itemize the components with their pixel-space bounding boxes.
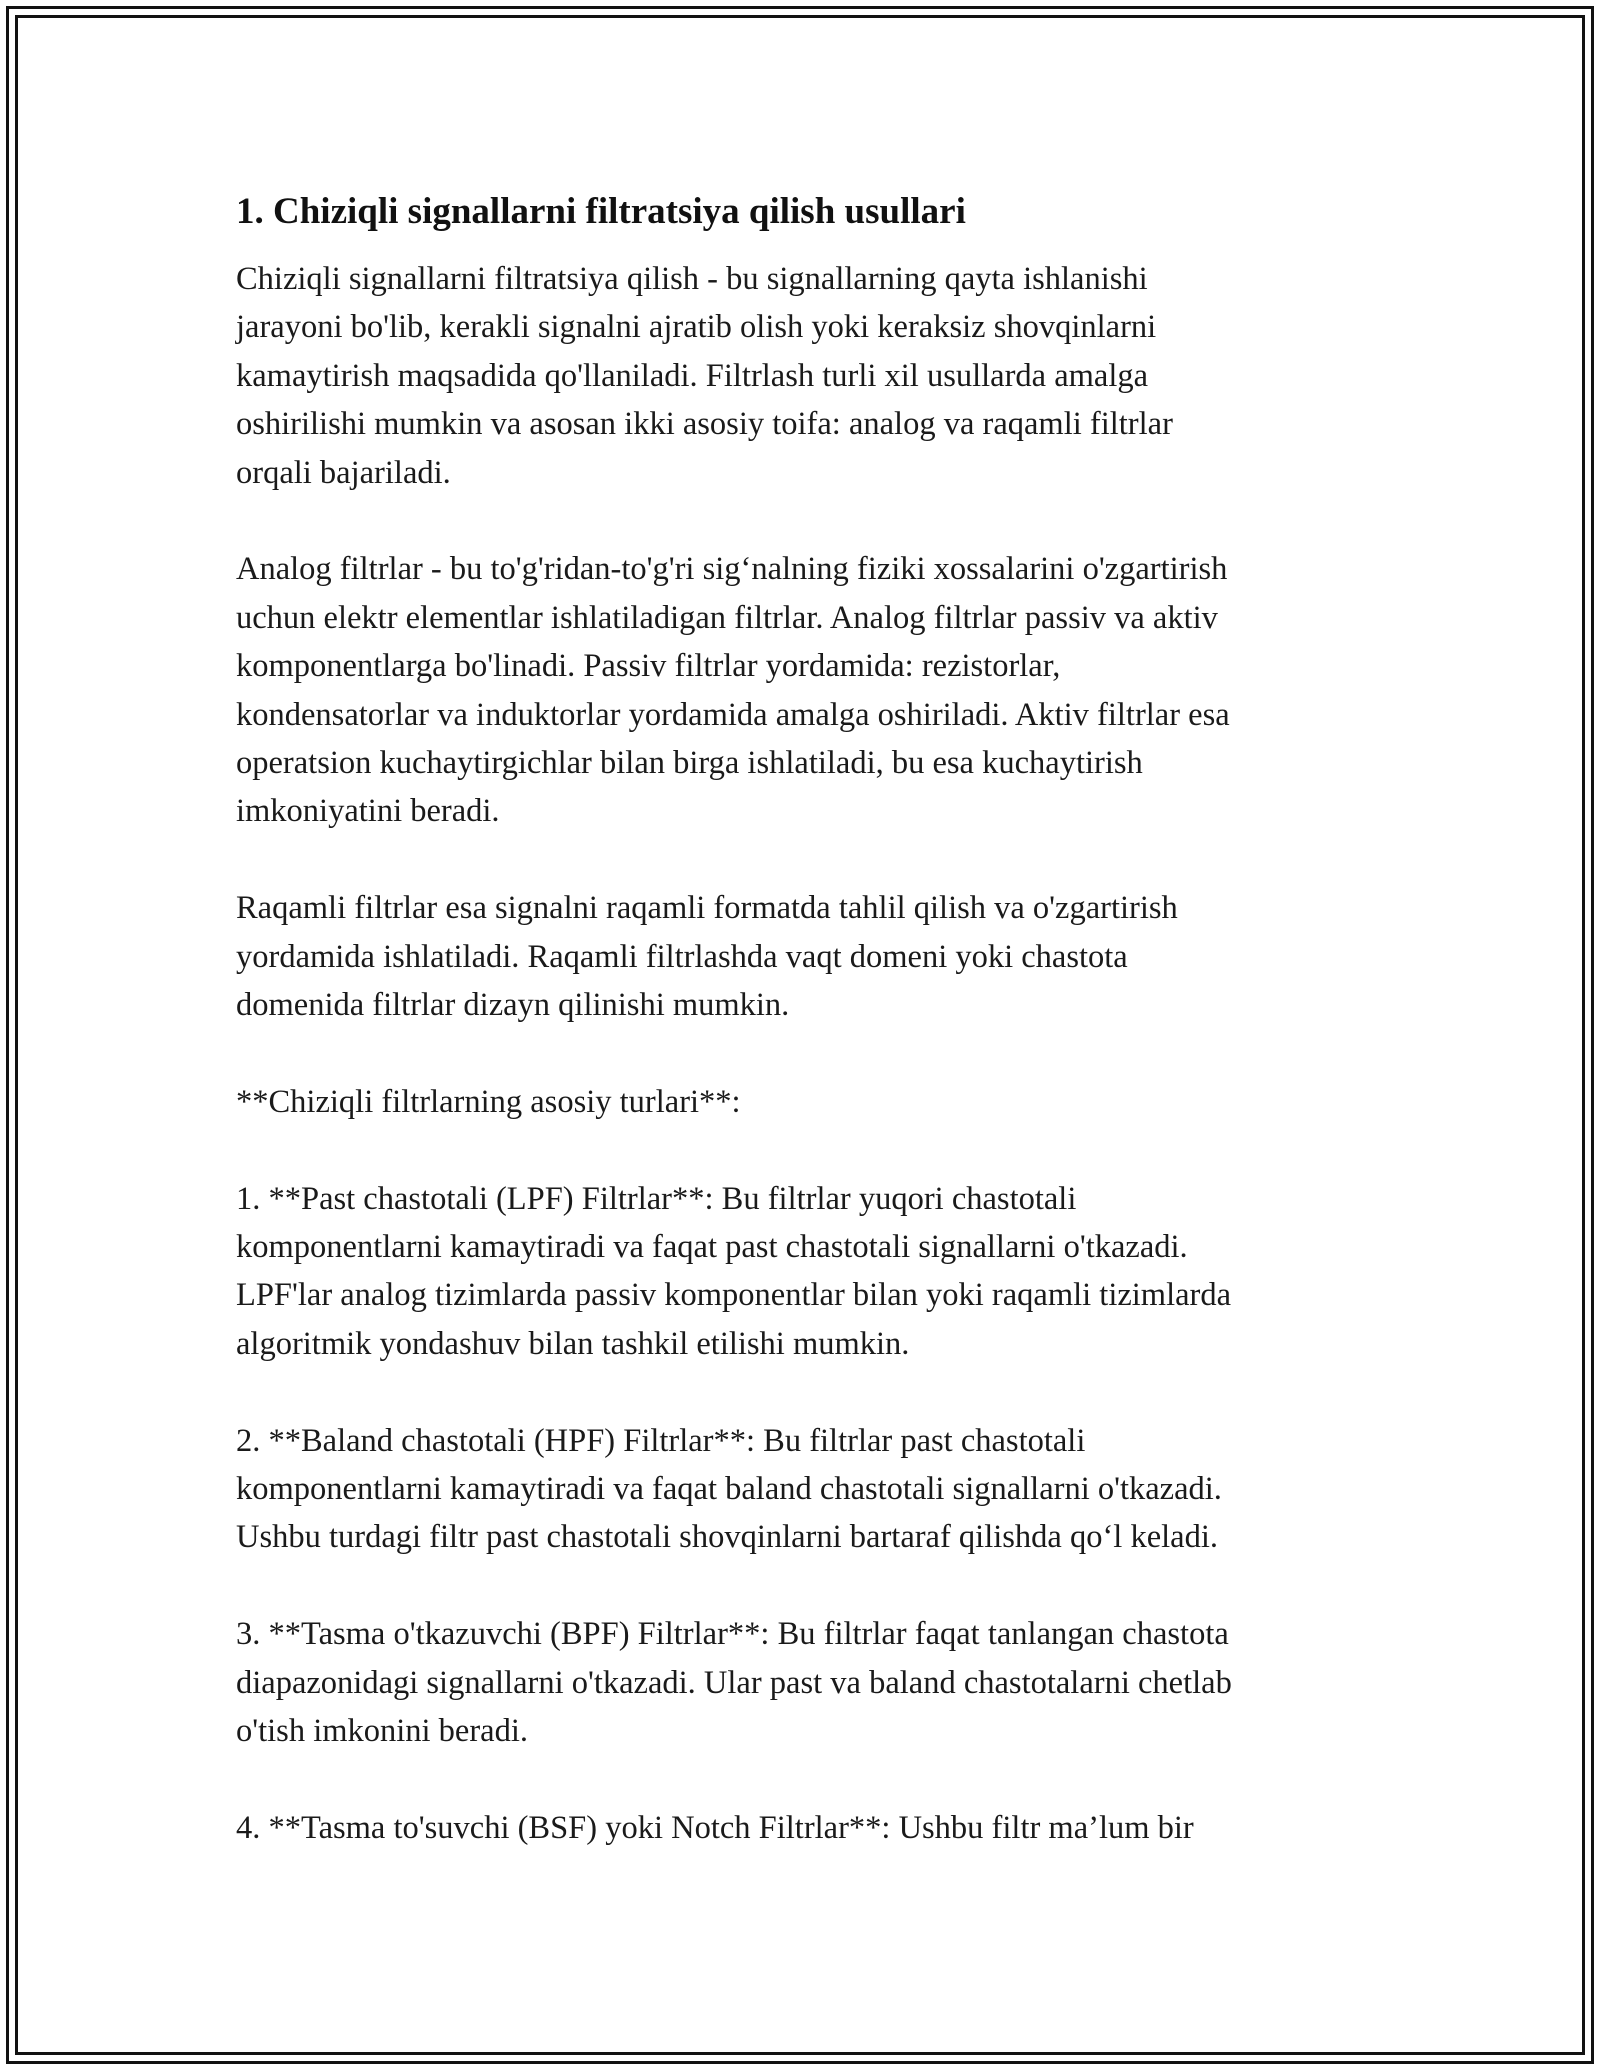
list-item-bpf [236, 1610, 1376, 1755]
text-line: orqali bajariladi. [236, 454, 451, 491]
text-line: operatsion kuchaytirgichlar bilan birga ishlatiladi, bu esa kuchaytirish [236, 745, 1143, 782]
paragraph-analog-filters [236, 545, 1376, 835]
text-line: 2. **Baland chastotali (HPF) Filtrlar**: Bu filtrlar past chastotali [236, 1422, 1086, 1459]
text-line: Ushbu turdagi filtr past chastotali shovqinlarni bartaraf qilishda qo‘l keladi. [236, 1519, 1218, 1556]
text-line: Raqamli filtrlar esa signalni raqamli formatda tahlil qilish va o'zgartirish [236, 890, 1178, 927]
text-line: komponentlarni kamaytiradi va faqat past chastotali signallarni o'tkazadi. [236, 1229, 1188, 1266]
text-line: Chiziqli signallarni filtratsiya qilish - bu signallarning qayta ishlanishi [236, 261, 1148, 297]
text-line: 1. **Past chastotali (LPF) Filtrlar**: Bu filtrlar yuqori chastotali [236, 1180, 1077, 1217]
text-line: 4. **Tasma to'suvchi (BSF) yoki Notch Filtrlar**: Ushbu filtr ma’lum bir [236, 1809, 1194, 1846]
text-line: yordamida ishlatiladi. Raqamli filtrlashda vaqt domeni yoki chastota [236, 938, 1128, 975]
text-line: uchun elektr elementlar ishlatiladigan filtrlar. Analog filtrlar passiv va aktiv [236, 599, 1218, 636]
text-line: 3. **Tasma o'tkazuvchi (BPF) Filtrlar**: Bu filtrlar faqat tanlangan chastota [236, 1616, 1229, 1653]
text-line: LPF'lar analog tizimlarda passiv komponentlar bilan yoki raqamli tizimlarda [236, 1277, 1232, 1314]
text-line: komponentlarga bo'linadi. Passiv filtrlar yordamida: rezistorlar, [236, 648, 1061, 685]
text-line: domenida filtrlar dizayn qilinishi mumkin. [236, 987, 790, 1024]
document-title: 1. Chiziqli signallarni filtratsiya qilish usullari [236, 191, 966, 232]
paragraph-intro [236, 255, 1376, 497]
text-line: diapazonidagi signallarni o'tkazadi. Ular past va baland chastotalarni chetlab [236, 1664, 1232, 1701]
text-line: algoritmik yondashuv bilan tashkil etilishi mumkin. [236, 1325, 910, 1362]
text-line: Analog filtrlar - bu to'g'ridan-to'g'ri sig‘nalning fiziki xossalarini o'zgartirish [236, 551, 1228, 588]
text-line: oshirilishi mumkin va asosan ikki asosiy toifa: analog va raqamli filtrlar [236, 406, 1173, 443]
text-line: **Chiziqli filtrlarning asosiy turlari**: [236, 1083, 741, 1120]
list-item-hpf [236, 1417, 1376, 1562]
list-item-bsf [236, 1804, 1376, 1852]
text-line: kondensatorlar va induktorlar yordamida amalga oshiriladi. Aktiv filtrlar esa [236, 696, 1230, 733]
paragraph-digital-filters [236, 884, 1376, 1029]
text-line: komponentlarni kamaytiradi va faqat baland chastotali signallarni o'tkazadi. [236, 1471, 1222, 1508]
text-line: jarayoni bo'lib, kerakli signalni ajratib olish yoki keraksiz shovqinlarni [236, 309, 1157, 346]
list-item-lpf [236, 1175, 1376, 1369]
text-line: imkoniyatini beradi. [236, 793, 500, 830]
text-line: o'tish imkonini beradi. [236, 1713, 529, 1750]
paragraph-filter-types-heading [236, 1078, 1376, 1126]
document-body [236, 187, 1376, 1901]
text-line: kamaytirish maqsadida qo'llaniladi. Filtrlash turli xil usullarda amalga [236, 357, 1149, 394]
